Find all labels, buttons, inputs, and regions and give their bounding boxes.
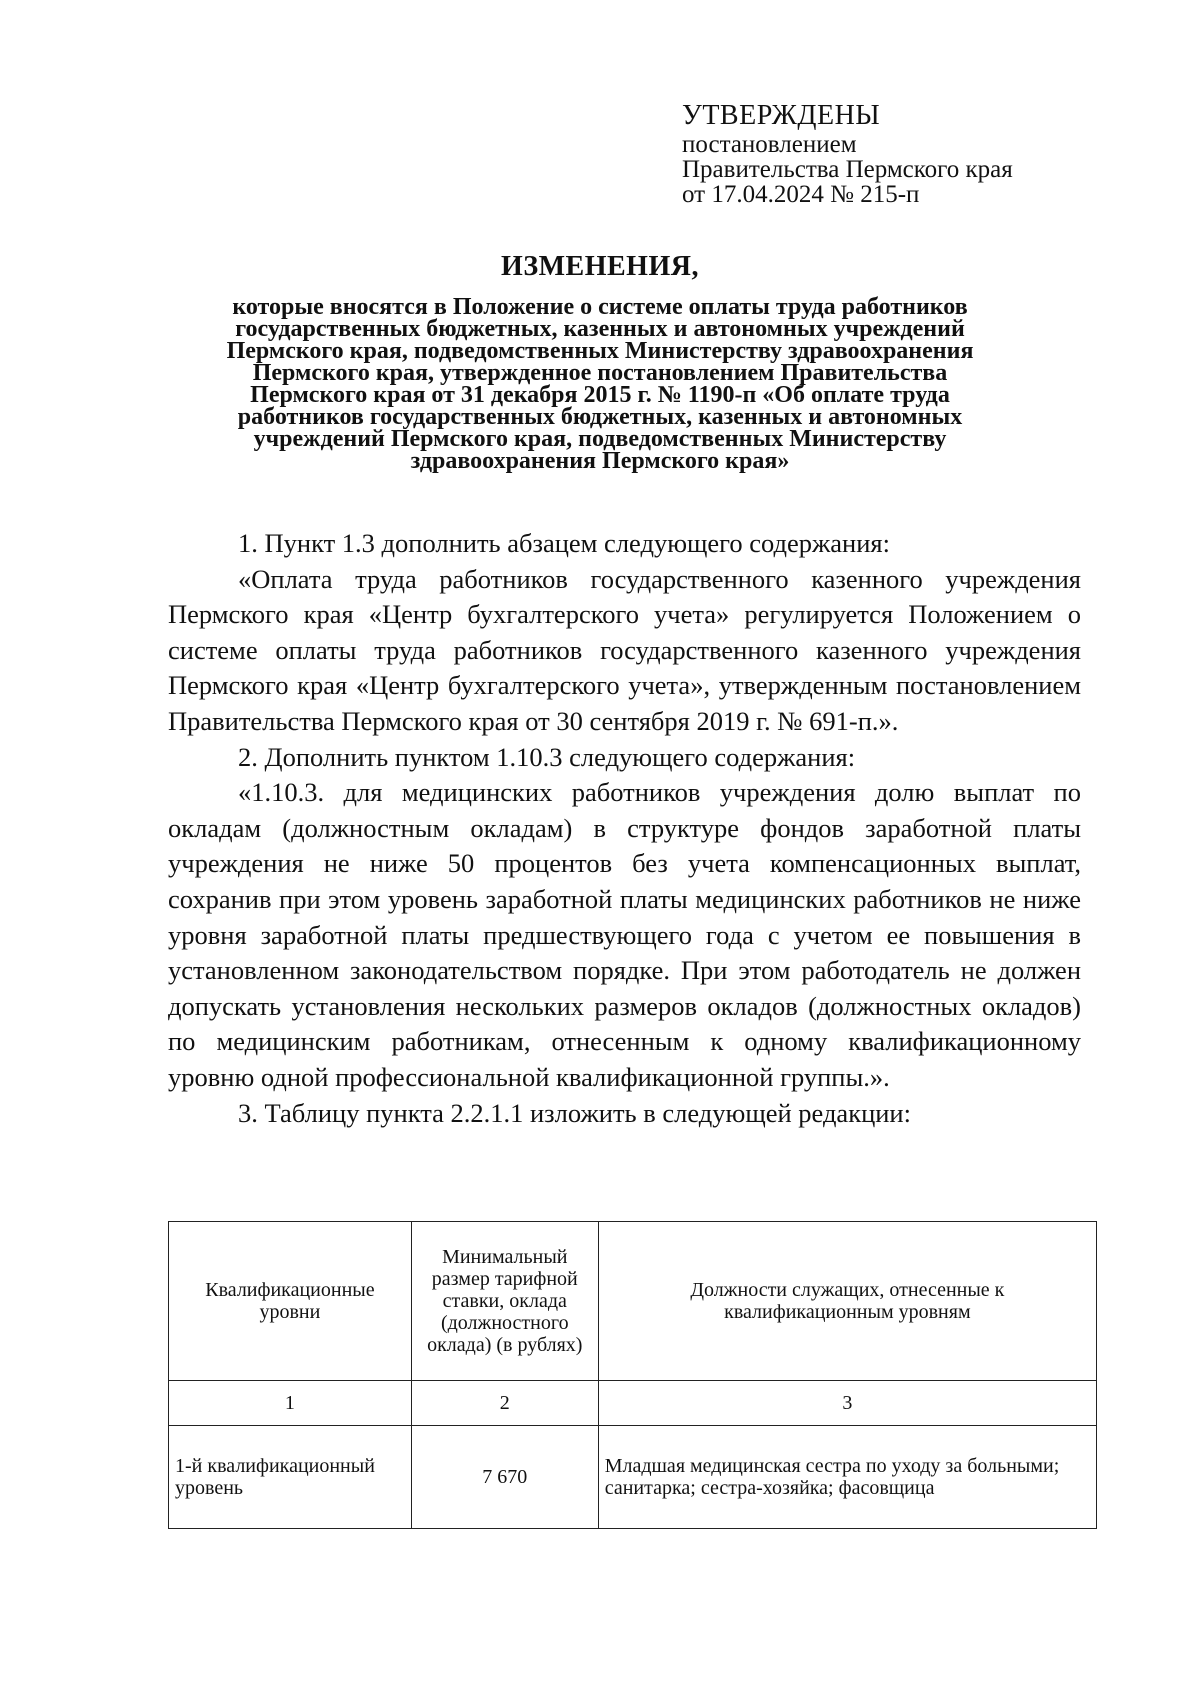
subtitle-line: учреждений Пермского края, подведомственных Министерству <box>253 426 947 452</box>
subtitle-line: Пермского края, утвержденное постановлением Правительства <box>252 360 948 386</box>
approval-line: постановлением <box>682 131 857 158</box>
table-header-row <box>169 1222 1097 1381</box>
cell-salary: 7 670 <box>411 1426 598 1529</box>
column-number: 3 <box>598 1381 1096 1426</box>
subtitle-line: Пермского края от 31 декабря 2015 г. № 1190-п «Об оплате труда <box>250 382 950 408</box>
subtitle-line: работников государственных бюджетных, казенных и автономных <box>237 404 963 430</box>
paragraph-item-1: 1. Пункт 1.3 дополнить абзацем следующего содержания: <box>238 528 890 558</box>
approval-line: Правительства Пермского края <box>682 156 1013 183</box>
approval-date-number: от 17.04.2024 № 215-п <box>682 181 920 208</box>
column-number: 1 <box>169 1381 412 1426</box>
subtitle-line: государственных бюджетных, казенных и автономных учреждений <box>235 316 965 342</box>
column-number: 2 <box>411 1381 598 1426</box>
paragraph-item-2: 2. Дополнить пунктом 1.10.3 следующего содержания: <box>238 741 856 772</box>
document-body <box>168 526 1081 1131</box>
document-subtitle <box>170 296 1030 472</box>
table-row <box>169 1426 1097 1529</box>
header-qualification-levels: Квалификационные уровни <box>169 1222 412 1381</box>
paragraph-item-1-text: «Оплата труда работников государственного казенного учреждения Пермского края «Центр бухгалтерского учета» регулируется Положением о системе оплаты труда работников государственного казенного учреждения Пермского края «Центр бухгалтерского учета», утвержденным постановлением Правительства Пермского края от 30 сентября 2019 г. № 691-п.». <box>168 563 1081 736</box>
qualification-table <box>168 1221 1097 1529</box>
approval-stamp-block <box>682 100 1013 207</box>
header-positions: Должности служащих, отнесенные к квалификационным уровням <box>598 1222 1096 1381</box>
approval-heading: УТВЕРЖДЕНЫ <box>682 100 881 131</box>
paragraph-item-3: 3. Таблицу пункта 2.2.1.1 изложить в следующей редакции: <box>238 1097 911 1128</box>
subtitle-line: Пермского края, подведомственных Министерству здравоохранения <box>226 338 974 364</box>
paragraph-item-2-text: «1.10.3. для медицинских работников учреждения долю выплат по окладам (должностным окладам) в структуре фондов заработной платы учреждения не ниже 50 процентов без учета компенсационных выплат, сохранив при этом уровень заработной платы медицинских работников не ниже уровня заработной платы предшествующего года с учетом ее повышения в установленном законодательством порядке. При этом работодатель не должен допускать установления нескольких размеров окладов (должностных окладов) по медицинским работникам, отнесенным к одному квалификационному уровню одной профессиональной квалификационной группы.». <box>168 777 1081 1092</box>
subtitle-line: здравоохранения Пермского края» <box>410 448 790 474</box>
cell-level: 1-й квалификационный уровень <box>169 1426 412 1529</box>
cell-positions: Младшая медицинская сестра по уходу за больными; санитарка; сестра-хозяйка; фасовщица <box>598 1426 1096 1529</box>
document-title: ИЗМЕНЕНИЯ, <box>501 251 699 282</box>
subtitle-line: которые вносятся в Положение о системе оплаты труда работников <box>232 294 968 320</box>
header-minimum-salary: Минимальный размер тарифной ставки, оклада (должностного оклада) (в рублях) <box>411 1222 598 1381</box>
table-column-numbers-row <box>169 1381 1097 1426</box>
